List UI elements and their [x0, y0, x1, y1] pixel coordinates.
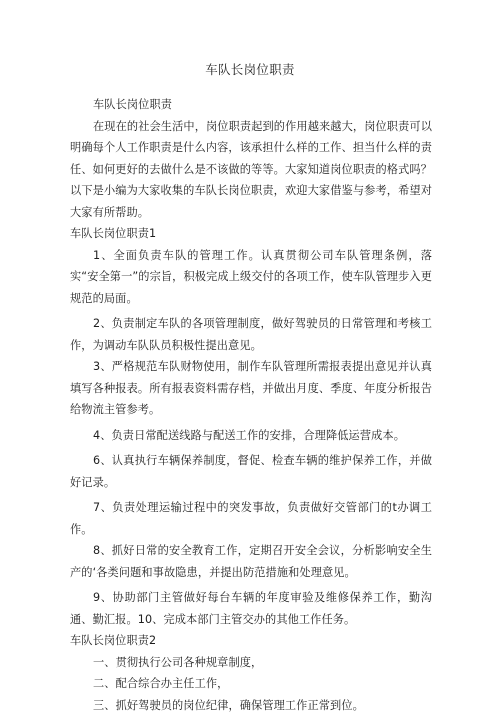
paragraph: 一、贯彻执行公司各种规章制度，: [70, 652, 432, 674]
paragraph: 9、协助部门主管做好每台车辆的年度审验及维修保养工作，勤沟通、勤汇报。10、完成本部门主管交办的其他工作任务。: [70, 587, 432, 630]
paragraph: 1、全面负责车队的管理工作。认真贯彻公司车队管理条例，落实“安全第一”的宗旨，积极完成上级交付的各项工作，使车队管理步入更规范的局面。: [70, 245, 432, 310]
section-heading: 车队长岗位职责2: [70, 630, 432, 652]
paragraph: 在现在的社会生活中，岗位职责起到的作用越来越大，岗位职责可以明确每个人工作职责是什么内容，该承担什么样的工作、担当什么样的责任、如何更好的去做什么是不该做的等等。大家知道岗位职责的格式吗？以下是小编为大家收集的车队长岗位职责，欢迎大家借鉴与参考，希望对大家有所帮助。: [70, 116, 432, 224]
paragraph: 车队长岗位职责: [70, 94, 432, 116]
paragraph: 3、严格规范车队财物使用，制作车队管理所需报表提出意见并认真填写各种报表。所有报表资料需存档，并做出月度、季度、年度分析报告给物流主管参考。: [70, 356, 432, 421]
paragraph: 三、抓好驾驶员的岗位纪律，确保管理工作正常到位。: [70, 695, 432, 716]
section-heading: 车队长岗位职责1: [70, 223, 432, 245]
paragraph: 6、认真执行车辆保养制度，督促、检查车辆的维护保养工作，并做好记录。: [70, 450, 432, 493]
paragraph: 7、负责处理运输过程中的突发事故，负责做好交管部门的t办调工作。: [70, 497, 432, 540]
document-title: 车队长岗位职责: [0, 62, 500, 78]
paragraph: 8、抓好日常的安全教育工作，定期召开安全会议，分析影响安全生产的‘各类问题和事故隐患，并提出防范措施和处理意见。: [70, 540, 432, 583]
paragraph: 4、负责日常配送线路与配送工作的安排，合理降低运营成本。: [70, 425, 432, 447]
document-body: [70, 94, 432, 716]
paragraph: 二、配合综合办主任工作，: [70, 673, 432, 695]
paragraph: 2、负责制定车队的各项管理制度，做好驾驶员的日常管理和考核工作，为调动车队队员积极性提出意见。: [70, 313, 432, 356]
